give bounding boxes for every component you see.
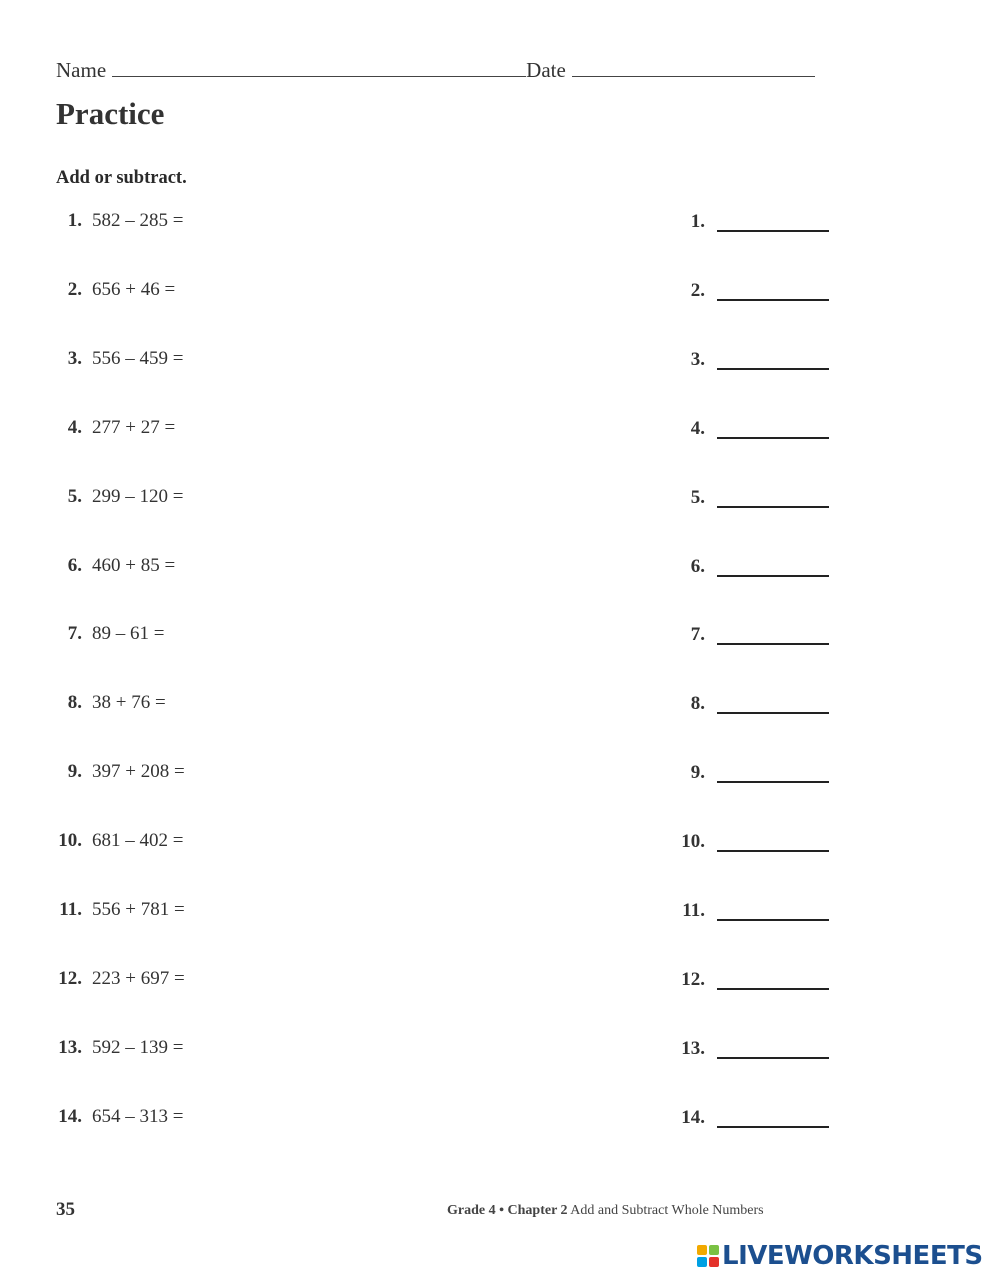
- answer-number: 7.: [690, 624, 705, 645]
- answer-number: 8.: [690, 693, 705, 714]
- instructions: Add or subtract.: [56, 168, 187, 188]
- date-field[interactable]: [572, 56, 815, 77]
- problem-row: [0, 486, 1000, 516]
- answer-number: 14.: [681, 1107, 705, 1128]
- problem-row: [0, 692, 1000, 722]
- answer-input[interactable]: [717, 712, 829, 714]
- problem-expression: 681 – 402 =: [92, 830, 184, 851]
- problem-expression: 592 – 139 =: [92, 1037, 184, 1058]
- problem-row: [0, 210, 1000, 240]
- answer-number: 9.: [690, 762, 705, 783]
- problem-number: 7.: [67, 623, 82, 644]
- problem-expression: 460 + 85 =: [92, 555, 176, 576]
- problem-number: 9.: [67, 761, 82, 782]
- problem-number: 14.: [58, 1106, 82, 1127]
- answer-input[interactable]: [717, 988, 829, 990]
- problem-row: [0, 1037, 1000, 1067]
- answer-number: 2.: [690, 280, 705, 301]
- page-number: 35: [56, 1199, 75, 1220]
- answer-number: 6.: [690, 556, 705, 577]
- answer-number: 4.: [690, 418, 705, 439]
- grade-chapter-label: Grade 4 • Chapter 2: [447, 1203, 568, 1218]
- name-field[interactable]: [112, 56, 526, 77]
- problem-row: [0, 555, 1000, 585]
- problem-expression: 89 – 61 =: [92, 623, 165, 644]
- chapter-title: Add and Subtract Whole Numbers: [570, 1203, 764, 1218]
- problem-expression: 223 + 697 =: [92, 968, 185, 989]
- answer-input[interactable]: [717, 230, 829, 232]
- answer-input[interactable]: [717, 919, 829, 921]
- answer-input[interactable]: [717, 506, 829, 508]
- problem-number: 2.: [67, 279, 82, 300]
- problem-number: 13.: [58, 1037, 82, 1058]
- problem-expression: 277 + 27 =: [92, 417, 176, 438]
- problem-number: 1.: [67, 210, 82, 231]
- answer-input[interactable]: [717, 1057, 829, 1059]
- problem-expression: 654 – 313 =: [92, 1106, 184, 1127]
- problem-expression: 556 – 459 =: [92, 348, 184, 369]
- problem-row: [0, 968, 1000, 998]
- name-label: Name: [56, 58, 107, 82]
- answer-input[interactable]: [717, 299, 829, 301]
- problem-row: [0, 348, 1000, 378]
- problem-number: 5.: [67, 486, 82, 507]
- logo-square-icon: [697, 1245, 707, 1255]
- answer-number: 13.: [681, 1038, 705, 1059]
- logo-square-icon: [709, 1245, 719, 1255]
- problem-expression: 299 – 120 =: [92, 486, 184, 507]
- problem-row: [0, 899, 1000, 929]
- logo-square-icon: [709, 1257, 719, 1267]
- answer-input[interactable]: [717, 781, 829, 783]
- answer-number: 12.: [681, 969, 705, 990]
- answer-number: 1.: [690, 211, 705, 232]
- problem-row: [0, 279, 1000, 309]
- answer-input[interactable]: [717, 368, 829, 370]
- answer-input[interactable]: [717, 575, 829, 577]
- answer-number: 5.: [690, 487, 705, 508]
- problem-row: [0, 761, 1000, 791]
- problem-expression: 397 + 208 =: [92, 761, 185, 782]
- problem-expression: 38 + 76 =: [92, 692, 166, 713]
- problem-number: 12.: [58, 968, 82, 989]
- problem-number: 8.: [67, 692, 82, 713]
- problem-expression: 582 – 285 =: [92, 210, 184, 231]
- problem-number: 10.: [58, 830, 82, 851]
- chapter-footer: [447, 1203, 764, 1219]
- answer-number: 11.: [682, 900, 705, 921]
- brand-text: LIVEWORKSHEETS: [722, 1241, 983, 1271]
- page-title: Practice: [56, 96, 165, 131]
- answer-input[interactable]: [717, 850, 829, 852]
- logo-square-icon: [697, 1257, 707, 1267]
- problem-row: [0, 830, 1000, 860]
- problem-row: [0, 623, 1000, 653]
- answer-input[interactable]: [717, 643, 829, 645]
- problem-number: 3.: [67, 348, 82, 369]
- problem-number: 11.: [59, 899, 82, 920]
- liveworksheets-brand: [697, 1240, 983, 1272]
- problem-number: 6.: [67, 555, 82, 576]
- date-label: Date: [526, 58, 566, 82]
- answer-number: 3.: [690, 349, 705, 370]
- problem-expression: 556 + 781 =: [92, 899, 185, 920]
- name-date-row: [56, 56, 815, 83]
- answer-input[interactable]: [717, 1126, 829, 1128]
- problem-number: 4.: [67, 417, 82, 438]
- problem-row: [0, 417, 1000, 447]
- answer-number: 10.: [681, 831, 705, 852]
- answer-input[interactable]: [717, 437, 829, 439]
- problem-expression: 656 + 46 =: [92, 279, 176, 300]
- problem-row: [0, 1106, 1000, 1136]
- liveworksheets-logo-icon: [697, 1245, 719, 1267]
